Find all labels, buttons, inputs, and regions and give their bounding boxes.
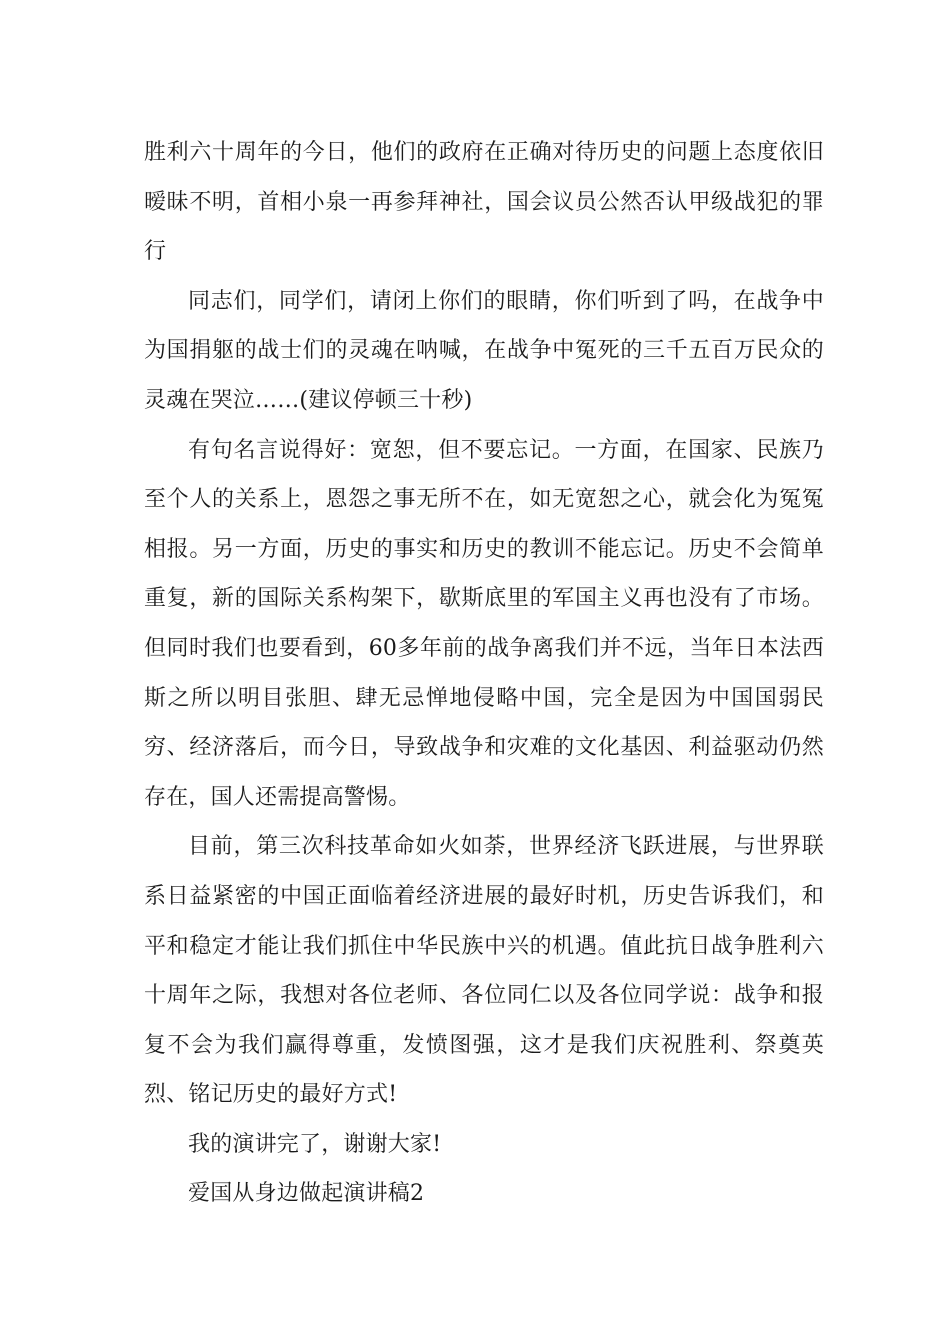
closing-line: 我的演讲完了，谢谢大家! [188, 1131, 442, 1157]
paragraph-1: 胜利六十周年的今日，他们的政府在正确对待历史的问题上态度依旧暧昧不明，首相小泉一再参拜神社，国会议员公然否认甲级战犯的罪行 [144, 140, 824, 265]
paragraph-4: 目前，第三次科技革命如火如荼，世界经济飞跃进展，与世界联系日益紧密的中国正面临着经济进展的最好时机，历史告诉我们，和平和稳定才能让我们抓住中华民族中兴的机遇。值此抗日战争胜利六十周年之际，我想对各位老师、各位同仁以及各位同学说：战争和报复不会为我们赢得尊重，发愤图强，这才是我们庆祝胜利、祭奠英烈、铭记历史的最好方式! [144, 834, 824, 1108]
paragraph-2: 同志们，同学们，请闭上你们的眼睛，你们听到了吗，在战争中为国捐躯的战士们的灵魂在呐喊，在战争中冤死的三千五百万民众的灵魂在哭泣……(建议停顿三十秒) [144, 288, 824, 413]
paragraph-3: 有句名言说得好：宽恕，但不要忘记。一方面，在国家、民族乃至个人的关系上，恩怨之事无所不在，如无宽恕之心，就会化为冤冤相报。另一方面，历史的事实和历史的教训不能忘记。历史不会简单重复，新的国际关系构架下，歇斯底里的军国主义再也没有了市场。但同时我们也要看到，60多年前的战争离我们并不远，当年日本法西斯之所以明目张胆、肆无忌惮地侵略中国，完全是因为中国国弱民穷、经济落后，而今日，导致战争和灾难的文化基因、利益驱动仍然存在，国人还需提高警惕。 [144, 437, 824, 810]
next-section-title: 爱国从身边做起演讲稿2 [188, 1181, 425, 1207]
document-body [144, 128, 824, 1219]
